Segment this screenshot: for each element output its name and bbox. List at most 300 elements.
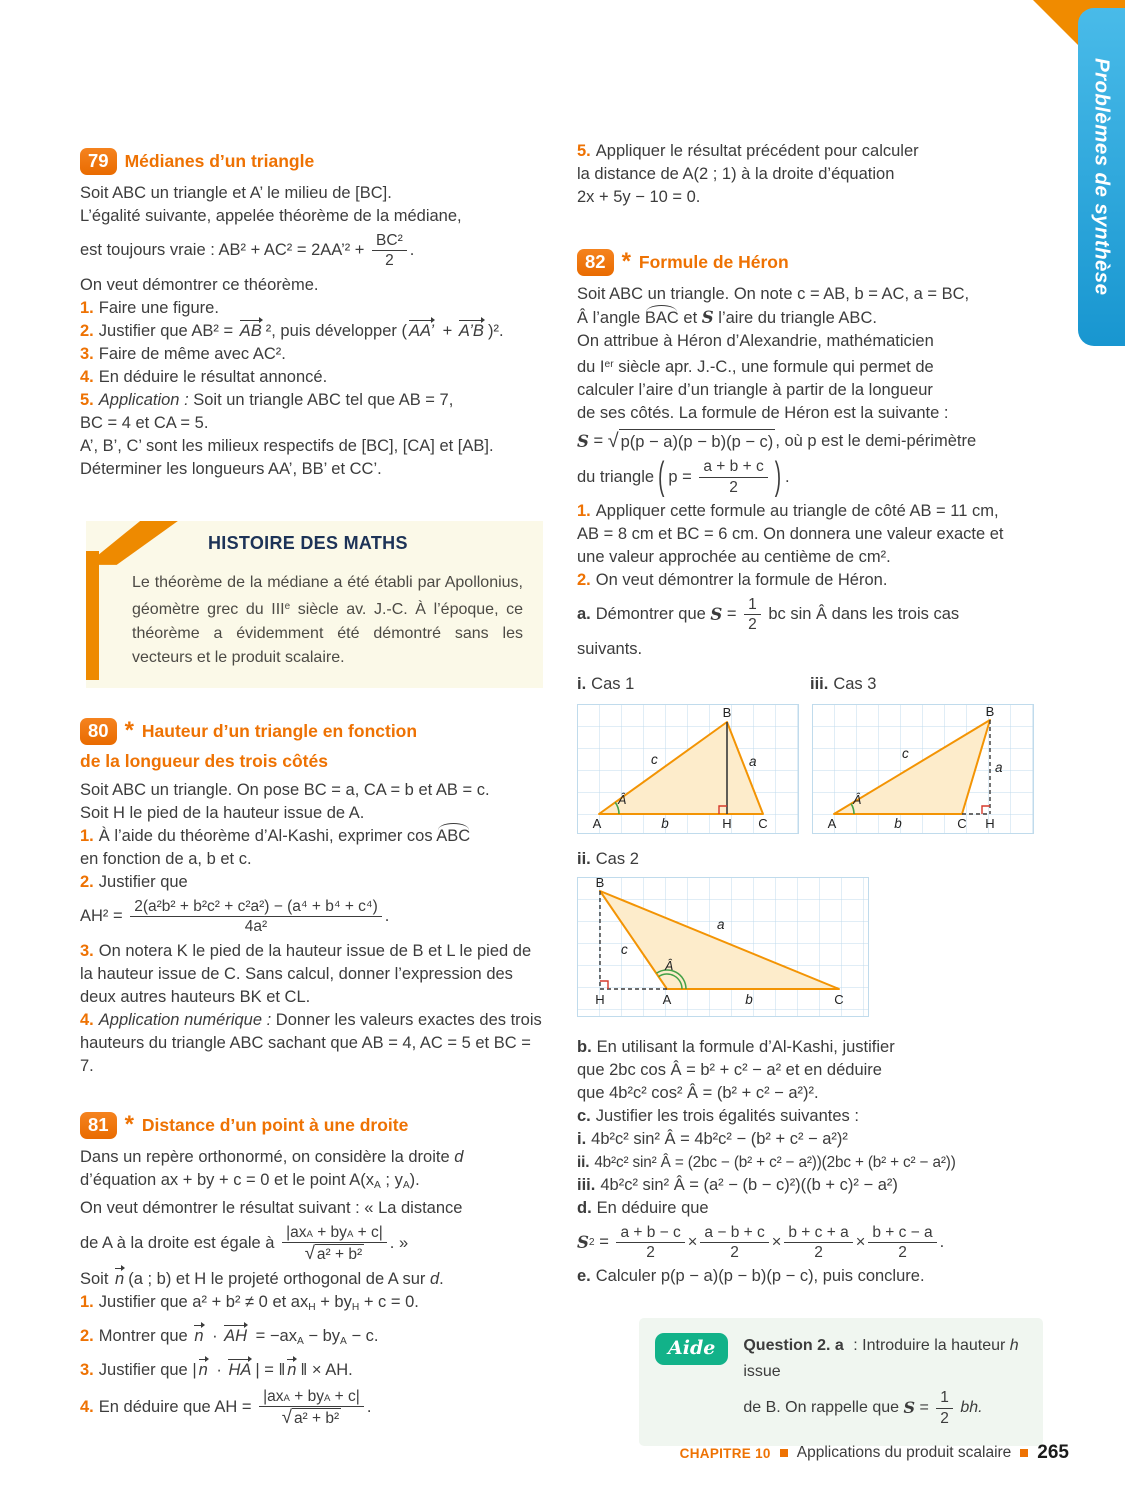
page-number: 265: [1037, 1442, 1069, 1463]
text-segment: Appliquer le résultat précédent pour calculer: [595, 142, 919, 160]
text-line: [80, 458, 543, 481]
label-c: c: [902, 745, 909, 761]
times-operator: ×: [687, 1233, 698, 1252]
label-B: B: [985, 703, 995, 719]
script-S-area: S: [577, 1233, 589, 1253]
text-segment: Justifier que: [98, 1360, 193, 1379]
superscript: 2: [588, 1237, 595, 1249]
text-segment: ², puis développer (: [265, 321, 407, 340]
text-segment: En déduire que AH =: [98, 1398, 257, 1417]
exercise-81-header: [80, 1112, 543, 1139]
heron-formula-line: [577, 429, 1043, 454]
step-number: 4.: [80, 1398, 94, 1417]
text-line: [577, 379, 1043, 402]
text-segment: L’égalité suivante, appelée théorème de la médiane,: [80, 207, 462, 226]
text-segment: Soit ABC un triangle. On note c = AB, b = AC, a = BC,: [577, 285, 970, 304]
variable-h: h: [1009, 1337, 1019, 1355]
label-B: B: [595, 876, 605, 890]
text-segment: AB = 8 cm et BC = 6 cm. On donnera une valeur exacte et: [577, 524, 1004, 543]
text-segment: − c.: [346, 1326, 379, 1345]
exercise-81-badge: 81: [80, 1112, 117, 1139]
exercise-80-title-line2: de la longueur des trois côtés: [80, 750, 328, 771]
text-segment: En déduire que: [596, 1198, 709, 1217]
script-S-area: S: [701, 308, 714, 328]
text-segment: Justifier que AB² =: [98, 321, 238, 340]
fraction-numerator: a − b + c: [704, 1223, 765, 1241]
caption-text: Cas 2: [595, 849, 639, 868]
text-segment: Appliquer cette formule au triangle de côté AB = 11 cm,: [595, 501, 999, 520]
diagram-cas-2: [577, 877, 869, 1017]
text-segment: de ses côtés. La formule de Héron est la suivante :: [577, 404, 949, 423]
subscript: A: [283, 1392, 290, 1404]
text-line: [80, 1268, 543, 1291]
text-segment: =: [588, 432, 608, 451]
subscript: A: [323, 1392, 331, 1404]
text-line: [80, 182, 543, 205]
angle-hat-ABC: ABC: [436, 826, 471, 845]
step-number: 5.: [80, 390, 94, 409]
step-2: [80, 871, 543, 894]
chapter-title: Applications du produit scalaire: [796, 1444, 1012, 1461]
script-S-area: S: [903, 1398, 916, 1418]
text-segment: =: [594, 1233, 614, 1252]
exercise-82-header: [577, 249, 1043, 276]
angle-hat-BAC: BAC: [644, 309, 679, 328]
text-segment: est toujours vraie : AB² + AC² = 2AA’² +: [80, 241, 370, 260]
question-a: [577, 596, 1043, 634]
label-b: b: [894, 815, 902, 831]
formula-text: 4b²c² sin² Â = (a² − (b − c)²)((b + c)² − a²): [600, 1175, 898, 1194]
text-segment: la distance de A(2 ; 1) à la droite d’équation: [577, 165, 895, 183]
exercise-82: [577, 249, 1043, 1446]
text-segment: En utilisant la formule d’Al-Kashi, justifier: [596, 1037, 895, 1056]
fraction-denominator: 2: [385, 252, 394, 270]
text-line: [80, 274, 543, 297]
formula-line: [80, 232, 543, 270]
label-H: H: [985, 815, 995, 831]
subscript: A: [374, 1179, 381, 1191]
text-segment: Faire une figure.: [98, 298, 219, 317]
fraction: [936, 1389, 953, 1427]
exercise-79-header: [80, 148, 543, 175]
text-line: [80, 435, 543, 458]
chapter-label: CHAPITRE 10: [679, 1445, 771, 1461]
square-bullet-icon: [780, 1449, 788, 1457]
diagram-cas-1: [577, 704, 799, 834]
text-segment: Donner les valeurs exactes des trois hauteurs du triangle ABC sachant que AB = 4, AC = 5 et BC = 7.: [80, 1010, 547, 1075]
text-segment: d’équation ax + by + c = 0 et le point A(x: [80, 1170, 374, 1189]
text-segment: On attribue à Héron d’Alexandrie, mathématicien: [577, 332, 934, 351]
text-segment: A’, B’, C’ sont les milieux respectifs de [BC], [CA] et [AB].: [80, 436, 494, 455]
right-column: [577, 140, 1043, 1446]
subscript: A: [296, 1335, 304, 1347]
label-b: b: [661, 815, 669, 831]
step-4: [80, 366, 543, 389]
text-segment: l’aire du triangle ABC.: [713, 309, 877, 328]
fraction-denominator: 2: [646, 1244, 655, 1262]
text-segment: ‖ × AH.: [300, 1360, 353, 1379]
fraction: [699, 458, 767, 496]
radical-sign: √: [607, 429, 619, 452]
text-line: [577, 186, 1043, 209]
radicand: a² + b²: [293, 1410, 340, 1428]
text-segment: On veut démontrer la formule de Héron.: [595, 570, 888, 589]
text-line: [80, 1169, 543, 1197]
step-number: 5.: [577, 142, 591, 160]
text-segment: Soit ABC un triangle. On pose BC = a, CA = b et AB = c.: [80, 780, 490, 799]
label-C: C: [834, 991, 844, 1007]
formula-lhs: p =: [668, 467, 697, 486]
fraction-numerator: + c|: [330, 1387, 360, 1405]
line-d-variable: d: [429, 1269, 440, 1288]
step-number: 3.: [80, 941, 94, 960]
text-segment: + c = 0.: [359, 1292, 419, 1311]
text-segment: ).: [409, 1170, 420, 1189]
label-B: B: [722, 704, 732, 720]
text-segment: (a ; b) et H le projeté orthogonal de A sur: [128, 1269, 430, 1288]
text-segment: On notera K le pied de la hauteur issue de B et L le pied de la hauteur issue de C. Sans calcul, donner l’expression des deux autres hauteurs BK et CL.: [80, 941, 536, 1006]
text-segment: de B. On rappelle que: [743, 1399, 904, 1417]
radicand: a² + b²: [316, 1246, 363, 1264]
step-1: [577, 500, 1043, 523]
big-paren-close: ): [774, 455, 782, 499]
text-segment: Soit un triangle ABC tel que AB = 7,: [188, 390, 454, 409]
step-number: 2.: [80, 1326, 94, 1345]
fraction-numerator: 1: [748, 595, 757, 613]
text-segment: Démontrer que: [595, 605, 711, 624]
text-line: [577, 283, 1043, 306]
text-line: [80, 802, 543, 825]
text-line: [577, 546, 1043, 569]
diagram-row: [577, 704, 1043, 834]
fraction: [259, 1388, 364, 1428]
equality-iii: [577, 1174, 1043, 1197]
semi-perimeter-line: [577, 455, 1043, 499]
vector-A-prime-B: A’B: [458, 322, 487, 340]
difficulty-star-icon: *: [621, 248, 631, 275]
fraction-numerator: + c|: [353, 1223, 383, 1241]
step-3: [80, 1359, 543, 1382]
subscript: H: [351, 1301, 360, 1313]
text-segment: Déterminer les longueurs AA’, BB’ et CC’.: [80, 459, 382, 478]
radical-sign: √: [281, 1406, 292, 1428]
exercise-79-title: Médianes d’un triangle: [124, 151, 315, 171]
subscript: A: [306, 1228, 313, 1240]
item-roman: iii.: [577, 1175, 596, 1194]
exercise-79: [80, 148, 543, 481]
exercise-79-badge: 79: [80, 148, 117, 175]
history-side-bar: [86, 551, 99, 680]
vector-AB: AB: [239, 322, 265, 340]
label-a: a: [995, 759, 1003, 775]
distance-formula-line: [80, 1224, 543, 1264]
step-number: 1.: [80, 1292, 94, 1311]
step-number: 1.: [577, 501, 591, 520]
label-A: A: [592, 815, 602, 831]
diagram-row-2: [577, 877, 1043, 1022]
caption-roman: iii.: [810, 674, 829, 693]
fraction: [372, 232, 407, 270]
text-segment: : Introduire la hauteur: [848, 1337, 1010, 1355]
case-captions: [577, 673, 1043, 696]
fraction-numerator: + by: [312, 1223, 347, 1241]
text-segment: À l’aide du théorème d’Al-Kashi, exprimer cos: [98, 826, 437, 845]
text-segment: .: [384, 907, 390, 926]
text-line: [577, 523, 1043, 546]
text-segment: 2x + 5y − 10 = 0.: [577, 188, 701, 206]
fraction-numerator: |ax: [286, 1223, 307, 1241]
question-b: [577, 1036, 1043, 1059]
text-segment: Calculer p(p − a)(p − b)(p − c), puis conclure.: [595, 1267, 925, 1286]
step-5: [577, 140, 1043, 163]
fraction-numerator: BC²: [376, 232, 403, 250]
text-segment: | = ‖: [255, 1360, 286, 1379]
subscript: H: [308, 1301, 316, 1313]
text-line: [80, 779, 543, 802]
help-formula-line: [743, 1389, 1027, 1427]
history-box: [86, 521, 543, 688]
text-segment: Â l’angle: [577, 309, 645, 328]
fraction-numerator: 1: [940, 1389, 949, 1407]
text-segment: une valeur approchée au centième de cm².: [577, 547, 891, 566]
question-letter: a.: [577, 605, 591, 624]
difficulty-star-icon: *: [124, 1110, 134, 1138]
equality-ii: [577, 1151, 1043, 1174]
formula-text: 4b²c² sin² Â = (2bc − (b² + c² − a²))(2bc + (b² + c² − a²)): [594, 1153, 956, 1171]
fraction-denominator: 2: [730, 1244, 739, 1262]
step-number: 2.: [80, 321, 94, 340]
label-angle-A: Â: [664, 958, 674, 973]
vector-AA-prime: AA’: [408, 322, 437, 340]
exercise-82-badge: 82: [577, 249, 614, 276]
step-number: 3.: [80, 1360, 94, 1379]
vector-n: n: [198, 1361, 211, 1379]
text-segment: en fonction de a, b et c.: [80, 849, 252, 868]
page-footer: [680, 1442, 1069, 1464]
text-segment: et: [678, 309, 702, 328]
chapter-side-tab: [1078, 8, 1125, 346]
question-letter: e.: [577, 1267, 591, 1286]
caption-cas-1: [577, 673, 810, 696]
area-squared-formula: [577, 1224, 1043, 1262]
step-3: [80, 343, 543, 366]
history-title: HISTOIRE DES MATHS: [208, 532, 408, 553]
label-a: a: [717, 916, 725, 932]
radicand: p(p − a)(p − b)(p − c): [619, 429, 776, 454]
step-number: 4.: [80, 367, 94, 386]
fraction-denominator: 2: [898, 1244, 907, 1262]
caption-cas-2: [577, 848, 1043, 871]
caption-roman: ii.: [577, 849, 591, 868]
text-segment: . »: [389, 1234, 409, 1253]
text-segment: On veut démontrer ce théorème.: [80, 275, 319, 294]
text-line: [577, 353, 1043, 379]
fraction-numerator: a + b − c: [620, 1223, 681, 1241]
vector-n: n: [193, 1327, 206, 1345]
step-4: [80, 1388, 543, 1428]
step-1: [80, 1291, 543, 1319]
superscript: e: [284, 600, 291, 612]
text-line: [577, 306, 1043, 330]
step-number: 3.: [80, 344, 94, 363]
caption-roman: i.: [577, 674, 587, 693]
fraction-numerator: b + c − a: [872, 1223, 933, 1241]
text-line: [80, 205, 543, 228]
step-number: 1.: [80, 826, 94, 845]
application-label: Application numérique :: [98, 1010, 272, 1029]
step-3: [80, 940, 543, 1009]
vector-n: n: [286, 1361, 299, 1379]
vector-AH: AH: [223, 1327, 250, 1345]
fraction-denominator: 2: [940, 1409, 949, 1427]
label-C: C: [758, 815, 768, 831]
text-line: [80, 1197, 543, 1220]
radical-sign: √: [304, 1242, 315, 1264]
side-tab-label: Problèmes de synthèse: [1090, 58, 1114, 296]
text-segment: calculer l’aire d’un triangle à partir de la longueur: [577, 381, 933, 400]
fraction-numerator: |ax: [263, 1387, 284, 1405]
step-number: 1.: [80, 298, 94, 317]
step-2: [80, 1325, 543, 1353]
exercise-82-title: Formule de Héron: [638, 252, 789, 272]
exercise-81: [80, 1112, 543, 1428]
text-segment: Soit: [80, 1269, 114, 1288]
text-segment: |: [192, 1360, 197, 1379]
fraction: [744, 596, 761, 634]
fraction: [868, 1224, 936, 1262]
text-segment: En déduire le résultat annoncé.: [98, 367, 328, 386]
line-d-variable: d: [454, 1147, 464, 1166]
times-operator: ×: [855, 1233, 866, 1252]
vector-n: n: [114, 1270, 127, 1288]
fraction: [130, 898, 382, 936]
text-segment: Dans un repère orthonormé, on considère la droite: [80, 1147, 455, 1166]
fraction-denominator: 2: [729, 478, 738, 496]
text-segment: Soit ABC un triangle et A’ le milieu de [BC].: [80, 184, 392, 203]
step-number: 2.: [577, 570, 591, 589]
text-segment: − by: [303, 1326, 341, 1345]
text-line: [80, 412, 543, 435]
script-S-area: S: [577, 432, 589, 452]
text-segment: de A à la droite est égale à: [80, 1234, 280, 1253]
big-paren-open: (: [658, 455, 665, 499]
text-segment: + by: [315, 1292, 352, 1311]
fraction-numerator: b + c + a: [788, 1223, 849, 1241]
question-c: [577, 1105, 1043, 1128]
question-letter: d.: [577, 1198, 592, 1217]
text-segment: Justifier que: [98, 872, 188, 891]
label-angle-A: Â: [853, 792, 862, 807]
text-segment: siècle av. J.-C. À l’époque, ce théorème a évidemment été démontré sans les vecteurs et le produit scalaire.: [132, 600, 523, 666]
fraction-numerator: + by: [289, 1387, 324, 1405]
step-number: 4.: [80, 1010, 94, 1029]
label-a: a: [749, 753, 757, 769]
text-segment: .: [366, 1398, 372, 1417]
label-A: A: [827, 815, 837, 831]
label-c: c: [621, 941, 628, 957]
caption-text: Cas 3: [833, 674, 877, 693]
subscript: A: [340, 1335, 347, 1347]
subscript: A: [402, 1179, 410, 1191]
label-H: H: [722, 815, 732, 831]
text-line: [577, 1059, 1043, 1082]
difficulty-star-icon: *: [124, 716, 134, 744]
text-segment: ; y: [380, 1170, 403, 1189]
formula-line: [80, 898, 543, 936]
step-2: [577, 569, 1043, 592]
text-segment: Le théorème de la médiane a été établi par Apollonius, géomètre grec du III: [132, 573, 523, 618]
text-segment: ·: [211, 1360, 227, 1379]
history-ribbon-icon: [86, 521, 204, 565]
text-segment: que 2bc cos Â = b² + c² − a² et en déduire: [577, 1060, 882, 1079]
step-1: [80, 297, 543, 320]
text-segment: =: [915, 1399, 934, 1417]
help-text: [743, 1333, 1027, 1431]
script-S-area: S: [710, 605, 723, 625]
question-letter: b.: [577, 1037, 592, 1056]
help-badge: Aide: [655, 1333, 728, 1365]
times-operator: ×: [771, 1233, 782, 1252]
text-segment: bh.: [955, 1399, 983, 1417]
fraction-denominator: 2: [814, 1244, 823, 1262]
label-angle-A: Â: [618, 792, 627, 807]
text-segment: , où p est le demi-périmètre: [775, 432, 977, 451]
text-segment: siècle apr. J.-C., une formule qui permet de: [613, 358, 934, 377]
text-segment: Justifier que a² + b² ≠ 0 et ax: [98, 1292, 309, 1311]
text-segment: Faire de même avec AC².: [98, 344, 286, 363]
text-line: [577, 638, 1043, 661]
caption-text: Cas 1: [591, 674, 635, 693]
text-segment: )².: [487, 321, 504, 340]
vector-HA: HA: [227, 1361, 254, 1379]
step-2: [80, 320, 543, 343]
question-d: [577, 1197, 1043, 1220]
question-letter: c.: [577, 1106, 591, 1125]
formula-text: 4b²c² sin² Â = 4b²c² − (b² + c² − a²)²: [591, 1129, 848, 1148]
text-segment: +: [438, 321, 457, 340]
label-C: C: [957, 815, 967, 831]
text-segment: .: [409, 241, 415, 260]
item-roman: i.: [577, 1129, 587, 1148]
text-segment: On veut démontrer le résultat suivant : « La distance: [80, 1198, 463, 1217]
text-line: [743, 1333, 1027, 1385]
history-text: [132, 571, 523, 670]
diagram-cas-3: [812, 704, 1034, 834]
text-line: [577, 402, 1043, 425]
text-segment: .: [439, 1269, 444, 1288]
text-segment: issue: [743, 1337, 1024, 1381]
text-segment: suivants.: [577, 639, 643, 658]
subscript: A: [346, 1228, 354, 1240]
text-line: [577, 163, 1043, 186]
text-segment: du triangle: [577, 467, 655, 486]
exercise-80-badge: 80: [80, 718, 117, 745]
fraction-numerator: 2(a²b² + b²c² + c²a²) − (a⁴ + b⁴ + c⁴): [134, 897, 378, 915]
application-label: Application :: [98, 390, 189, 409]
text-segment: .: [785, 467, 790, 486]
exercise-81-title: Distance d’un point à une droite: [141, 1114, 409, 1135]
equality-i: [577, 1128, 1043, 1151]
exercise-80: [80, 716, 547, 1078]
fraction: [282, 1224, 387, 1264]
fraction-numerator: a + b + c: [703, 458, 764, 476]
help-box: [639, 1318, 1043, 1446]
caption-cas-3: [810, 673, 1043, 696]
exercise-80-title: Hauteur d’un triangle en fonction: [141, 720, 418, 741]
text-line: [80, 848, 543, 871]
fraction-denominator: 2: [748, 616, 757, 634]
question-e: [577, 1265, 1043, 1288]
